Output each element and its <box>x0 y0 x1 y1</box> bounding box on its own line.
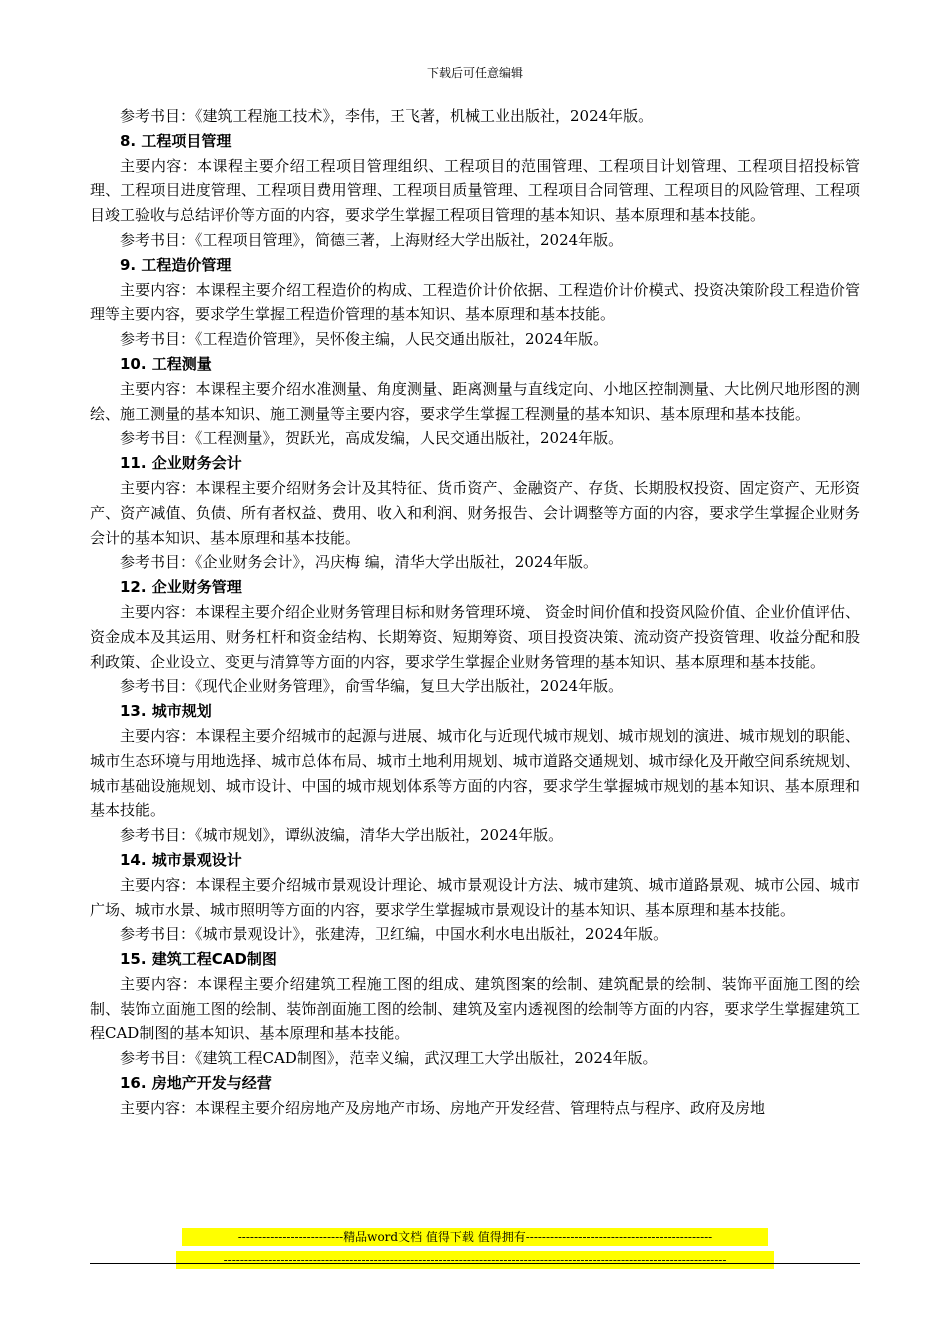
page-footer <box>0 1228 950 1274</box>
course-content: 主要内容：本课程主要介绍建筑工程施工图的组成、建筑图案的绘制、建筑配景的绘制、装饰平面施工图的绘制、装饰立面施工图的绘制、装饰剖面施工图的绘制、建筑及室内透视图的绘制等方面的内容，要求学生掌握建筑工程CAD制图的基本知识、基本原理和基本技能。 <box>90 974 860 1043</box>
reference-line: 参考书目：《工程造价管理》，吴怀俊主编，人民交通出版社，2024年版。 <box>120 330 609 349</box>
reference-line: 参考书目：《现代企业财务管理》，俞雪华编，复旦大学出版社，2024年版。 <box>120 677 624 696</box>
footer-dash-line: ---------------------------------------------------------------------------------------------------------------------------- <box>176 1251 774 1269</box>
course-heading: 8. 工程项目管理 <box>120 131 232 150</box>
course-heading: 14. 城市景观设计 <box>120 850 242 869</box>
course-heading: 15. 建筑工程CAD制图 <box>120 950 277 969</box>
course-section <box>90 451 860 575</box>
course-section <box>90 575 860 699</box>
course-section <box>90 352 860 451</box>
course-section <box>90 253 860 352</box>
course-heading: 12. 企业财务管理 <box>120 578 242 597</box>
course-section <box>90 699 860 848</box>
course-content: 主要内容：本课程主要介绍水准测量、角度测量、距离测量与直线定向、小地区控制测量、大比例尺地形图的测绘、施工测量的基本知识、施工测量等主要内容，要求学生掌握工程测量的基本知识、基本原理和基本技能。 <box>90 379 860 423</box>
footer-rule <box>90 1263 860 1264</box>
course-content: 主要内容：本课程主要介绍工程项目管理组织、工程项目的范围管理、工程项目计划管理、工程项目招投标管理、工程项目进度管理、工程项目费用管理、工程项目质量管理、工程项目合同管理、工程项目的风险管理、工程项目竣工验收与总结评价等方面的内容，要求学生掌握工程项目管理的基本知识、基本原理和基本技能。 <box>90 156 860 225</box>
course-heading: 11. 企业财务会计 <box>120 454 242 473</box>
course-section <box>90 1071 860 1121</box>
page-header: 下载后可任意编辑 <box>426 66 523 80</box>
reference-line: 参考书目：《建筑工程施工技术》，李伟，王飞著，机械工业出版社，2024年版。 <box>120 107 654 125</box>
document-body <box>90 104 860 1121</box>
course-section <box>90 947 860 1071</box>
course-content: 主要内容：本课程主要介绍城市的起源与进展、城市化与近现代城市规划、城市规划的演进、城市规划的职能、城市生态环境与用地选择、城市总体布局、城市土地利用规划、城市道路交通规划、城市绿化及开敞空间系统规划、城市基础设施规划、城市设计、中国的城市规划体系等方面的内容，要求学生掌握城市规划的基本知识、基本原理和基本技能。 <box>90 726 860 820</box>
course-heading: 16. 房地产开发与经营 <box>120 1074 272 1093</box>
course-section <box>90 848 860 947</box>
course-content: 主要内容：本课程主要介绍城市景观设计理论、城市景观设计方法、城市建筑、城市道路景观、城市公园、城市广场、城市水景、城市照明等方面的内容，要求学生掌握城市景观设计的基本知识、基本原理和基本技能。 <box>90 875 860 919</box>
reference-line: 参考书目：《工程测量》，贺跃光，高成发编，人民交通出版社，2024年版。 <box>120 429 624 448</box>
course-heading: 10. 工程测量 <box>120 354 212 373</box>
course-content: 主要内容：本课程主要介绍房地产及房地产市场、房地产开发经营、管理特点与程序、政府及房地 <box>120 1098 766 1117</box>
course-heading: 9. 工程造价管理 <box>120 255 232 274</box>
reference-line: 参考书目：《企业财务会计》，冯庆梅 编，清华大学出版社，2024年版。 <box>120 553 598 572</box>
footer-banner-line: --------------------------精品word文档 值得下载 值得拥有---------------------------------------------- <box>182 1228 768 1246</box>
course-content: 主要内容：本课程主要介绍工程造价的构成、工程造价计价依据、工程造价计价模式、投资决策阶段工程造价管理等主要内容，要求学生掌握工程造价管理的基本知识、基本原理和基本技能。 <box>90 280 860 324</box>
reference-line: 参考书目：《建筑工程CAD制图》，范幸义编，武汉理工大学出版社，2024年版。 <box>120 1049 658 1068</box>
reference-line: 参考书目：《城市景观设计》，张建涛，卫红编，中国水利水电出版社，2024年版。 <box>120 925 669 944</box>
course-content: 主要内容：本课程主要介绍企业财务管理目标和财务管理环境、 资金时间价值和投资风险价值、企业价值评估、资金成本及其运用、财务杠杆和资金结构、长期筹资、短期筹资、项目投资决策、流动资产投资管理、收益分配和股利政策、企业设立、变更与清算等方面的内容，要求学生掌握企业财务管理的基本知识、基本原理和基本技能。 <box>90 602 860 671</box>
course-heading: 13. 城市规划 <box>120 702 212 721</box>
reference-line: 参考书目：《城市规划》，谭纵波编，清华大学出版社，2024年版。 <box>120 826 564 845</box>
course-content: 主要内容：本课程主要介绍财务会计及其特征、货币资产、金融资产、存货、长期股权投资、固定资产、无形资产、资产减值、负债、所有者权益、费用、收入和利润、财务报告、会计调整等方面的内容，要求学生掌握企业财务会计的基本知识、基本原理和基本技能。 <box>90 478 860 547</box>
reference-line: 参考书目：《工程项目管理》，简德三著，上海财经大学出版社，2024年版。 <box>120 230 624 249</box>
course-section <box>90 129 860 253</box>
